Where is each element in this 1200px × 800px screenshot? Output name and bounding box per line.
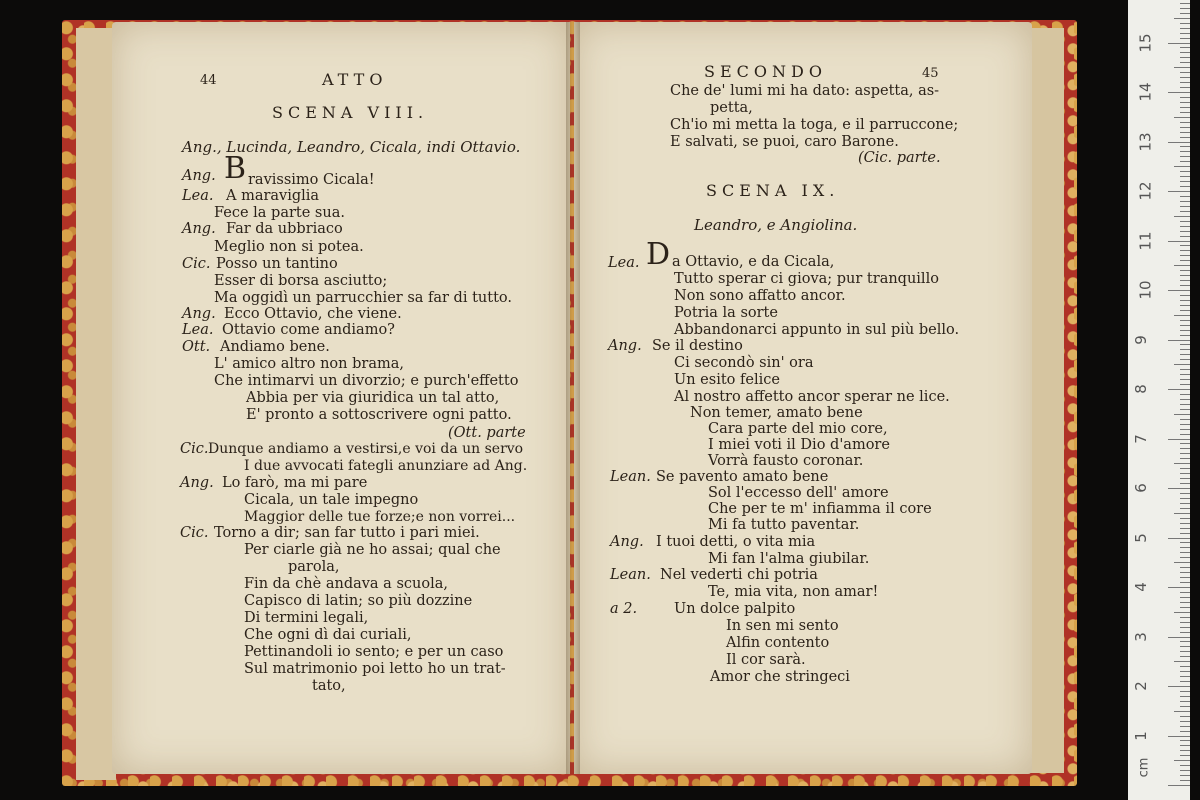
ruler-tick xyxy=(1180,72,1190,73)
verse-line: Mi fa tutto paventar. xyxy=(708,517,860,533)
ruler-tick xyxy=(1180,245,1190,246)
verse-line: Il cor sarà. xyxy=(726,652,806,668)
ruler-tick xyxy=(1174,463,1190,464)
ruler-tick xyxy=(1168,538,1190,539)
verse-line: Capisco di latin; so più dozzine xyxy=(244,593,473,609)
ruler-tick xyxy=(1180,102,1190,103)
speaker-label: Lea. xyxy=(608,255,640,271)
ruler-tick xyxy=(1180,721,1190,722)
ruler-tick xyxy=(1168,686,1190,687)
verse-line: Ottavio come andiamo? xyxy=(222,322,395,338)
verse-line: Ma oggidì un parrucchier sa far di tutto. xyxy=(214,290,512,306)
verse-line: I due avvocati fategli anunziare ad Ang. xyxy=(244,458,528,474)
ruler-tick xyxy=(1180,270,1190,271)
page-number-left: 44 xyxy=(200,73,217,88)
ruler-tick xyxy=(1168,439,1190,440)
ruler-tick xyxy=(1180,151,1190,152)
ruler-tick xyxy=(1180,701,1190,702)
ruler-tick xyxy=(1180,577,1190,578)
verse-line: Potria la sorte xyxy=(674,305,778,321)
ruler-tick xyxy=(1180,359,1190,360)
speaker-label: Ang. xyxy=(182,221,216,237)
ruler-tick xyxy=(1180,77,1190,78)
running-head-right: SECONDO xyxy=(704,62,827,81)
ruler-unit-label: cm xyxy=(1136,757,1152,778)
ruler-tick xyxy=(1174,216,1190,217)
ruler-tick xyxy=(1174,513,1190,514)
verse-line: Nel vederti chi potria xyxy=(660,567,818,583)
ruler-tick xyxy=(1180,13,1190,14)
ruler-tick xyxy=(1168,389,1190,390)
ruler-tick xyxy=(1180,409,1190,410)
ruler-tick xyxy=(1180,132,1190,133)
ruler-tick xyxy=(1168,785,1190,786)
ruler-tick xyxy=(1180,137,1190,138)
ruler-tick xyxy=(1180,429,1190,430)
ruler-tick xyxy=(1180,250,1190,251)
ruler-tick xyxy=(1180,221,1190,222)
ruler-tick xyxy=(1180,765,1190,766)
ruler-number: 11 xyxy=(1136,230,1155,251)
ruler-tick xyxy=(1180,181,1190,182)
ruler-tick xyxy=(1180,379,1190,380)
ruler-tick xyxy=(1180,275,1190,276)
ruler-tick xyxy=(1180,354,1190,355)
verse-line: E salvati, se puoi, caro Barone. xyxy=(670,134,899,150)
ruler-tick xyxy=(1174,364,1190,365)
ruler-tick xyxy=(1180,295,1190,296)
ruler-tick xyxy=(1180,468,1190,469)
verse-line: Fin da chè andava a scuola, xyxy=(244,576,448,592)
ruler-tick xyxy=(1180,681,1190,682)
ruler-tick xyxy=(1180,52,1190,53)
verse-line: Per ciarle già ne ho assai; qual che xyxy=(244,542,501,558)
ruler-tick xyxy=(1180,666,1190,667)
ruler-tick xyxy=(1180,171,1190,172)
ruler-tick xyxy=(1180,97,1190,98)
verse-line: Non temer, amato bene xyxy=(690,405,863,421)
ruler-tick xyxy=(1180,325,1190,326)
ruler-tick xyxy=(1180,310,1190,311)
ruler-tick xyxy=(1180,750,1190,751)
ruler-tick xyxy=(1180,503,1190,504)
verse-line: Te, mia vita, non amar! xyxy=(708,584,879,600)
drop-initial: B xyxy=(224,151,247,186)
verse-line: ravissimo Cicala! xyxy=(248,172,375,188)
ruler-tick xyxy=(1180,335,1190,336)
ruler-tick xyxy=(1180,62,1190,63)
ruler-tick xyxy=(1180,528,1190,529)
verse-line: I miei voti il Dio d'amore xyxy=(708,437,890,453)
verse-line: Posso un tantino xyxy=(216,256,338,272)
ruler-tick xyxy=(1180,508,1190,509)
scene-title-left: SCENA VIII. xyxy=(272,103,429,122)
verse-line: Maggior delle tue forze;e non vorrei... xyxy=(244,509,516,525)
ruler-tick xyxy=(1180,300,1190,301)
ruler-tick xyxy=(1180,146,1190,147)
ruler-tick xyxy=(1180,156,1190,157)
ruler-number: 13 xyxy=(1136,131,1155,152)
ruler-tick xyxy=(1180,349,1190,350)
ruler-tick xyxy=(1180,122,1190,123)
ruler-tick xyxy=(1180,617,1190,618)
ruler-tick xyxy=(1180,399,1190,400)
ruler-tick xyxy=(1180,161,1190,162)
speaker-label: a 2. xyxy=(610,601,638,617)
ruler-number: 6 xyxy=(1131,483,1150,493)
speaker-label: Ang. xyxy=(182,306,216,322)
ruler-tick xyxy=(1180,478,1190,479)
ruler-tick xyxy=(1174,711,1190,712)
ruler-tick xyxy=(1180,201,1190,202)
ruler-tick xyxy=(1174,117,1190,118)
ruler-tick xyxy=(1180,330,1190,331)
ruler-tick xyxy=(1180,552,1190,553)
ruler-tick xyxy=(1180,557,1190,558)
verse-line: tato, xyxy=(312,678,346,694)
ruler-tick xyxy=(1180,745,1190,746)
speaker-label: Ang. xyxy=(608,338,642,354)
drop-initial: D xyxy=(646,237,671,272)
page-number-right: 45 xyxy=(922,66,939,81)
verse-line: Amor che stringeci xyxy=(710,669,850,685)
ruler-tick xyxy=(1168,488,1190,489)
ruler-tick xyxy=(1174,315,1190,316)
ruler-number: 9 xyxy=(1131,334,1150,345)
ruler-tick xyxy=(1180,671,1190,672)
ruler-tick xyxy=(1180,572,1190,573)
ruler-tick xyxy=(1180,651,1190,652)
ruler-tick xyxy=(1180,731,1190,732)
ruler-tick xyxy=(1180,473,1190,474)
speaker-label: Lea. xyxy=(182,322,214,338)
ruler-tick xyxy=(1168,191,1190,192)
ruler-tick xyxy=(1180,394,1190,395)
verse-line: a Ottavio, e da Cicala, xyxy=(672,254,835,270)
verse-line: Cicala, un tale impegno xyxy=(244,492,419,508)
verse-line: Un dolce palpito xyxy=(674,601,796,617)
ruler-tick xyxy=(1180,632,1190,633)
ruler-tick xyxy=(1180,691,1190,692)
verse-line: Che per te m' infiamma il core xyxy=(708,501,932,517)
verse-line: Pettinandoli io sento; e per un caso xyxy=(244,644,504,660)
verse-line: E' pronto a sottoscrivere ogni patto. xyxy=(246,407,512,423)
ruler-tick xyxy=(1180,567,1190,568)
ruler-tick xyxy=(1180,186,1190,187)
ruler-tick xyxy=(1180,646,1190,647)
verse-line: Che ogni dì dai curiali, xyxy=(244,627,412,643)
verse-line: Ch'io mi metta la toga, e il parruccone; xyxy=(670,117,959,133)
ruler-tick xyxy=(1180,518,1190,519)
ruler-tick xyxy=(1180,424,1190,425)
ruler-tick xyxy=(1174,18,1190,19)
speaker-label: Lea. xyxy=(182,188,214,204)
ruler-number: 15 xyxy=(1136,32,1155,53)
ruler-tick xyxy=(1180,676,1190,677)
ruler-tick xyxy=(1180,260,1190,261)
ruler-tick xyxy=(1180,641,1190,642)
verse-line: Esser di borsa asciutto; xyxy=(214,273,388,289)
verse-line: Se pavento amato bene xyxy=(656,469,829,485)
ruler-tick xyxy=(1180,28,1190,29)
ruler-number: 10 xyxy=(1136,280,1155,300)
verse-line: Torno a dir; san far tutto i pari miei. xyxy=(214,525,480,541)
ruler-tick xyxy=(1180,443,1190,444)
ruler-tick xyxy=(1180,3,1190,4)
ruler-tick xyxy=(1180,369,1190,370)
ruler-tick xyxy=(1180,726,1190,727)
ruler-tick xyxy=(1180,597,1190,598)
verse-line: Ecco Ottavio, che viene. xyxy=(224,306,402,322)
verse-line: Meglio non si potea. xyxy=(214,239,364,255)
ruler-number: 14 xyxy=(1136,82,1155,102)
ruler-tick xyxy=(1180,206,1190,207)
ruler-tick xyxy=(1180,107,1190,108)
ruler-tick xyxy=(1180,419,1190,420)
ruler-tick xyxy=(1180,374,1190,375)
ruler-tick xyxy=(1168,340,1190,341)
ruler-tick xyxy=(1180,656,1190,657)
ruler-tick xyxy=(1174,414,1190,415)
verse-line: Cara parte del mio core, xyxy=(708,421,888,437)
ruler-tick xyxy=(1180,716,1190,717)
speaker-label: Ang. xyxy=(182,168,216,184)
speaker-label: Ang. xyxy=(180,475,214,491)
ruler-tick xyxy=(1180,87,1190,88)
speaker-label: Lean. xyxy=(610,469,651,485)
ruler-tick xyxy=(1180,236,1190,237)
ruler-tick xyxy=(1180,740,1190,741)
ruler-number: 1 xyxy=(1131,730,1150,741)
verse-line: Al nostro affetto ancor sperar ne lice. xyxy=(674,389,950,405)
ruler-tick xyxy=(1180,196,1190,197)
ruler-tick xyxy=(1180,483,1190,484)
ruler-tick xyxy=(1168,290,1190,291)
ruler-tick xyxy=(1180,780,1190,781)
ruler-tick xyxy=(1180,280,1190,281)
ruler-tick xyxy=(1180,770,1190,771)
ruler-number: 5 xyxy=(1131,532,1150,543)
ruler-tick xyxy=(1180,226,1190,227)
ruler-tick xyxy=(1180,23,1190,24)
ruler-tick xyxy=(1180,285,1190,286)
ruler-tick xyxy=(1180,607,1190,608)
ruler-tick xyxy=(1180,493,1190,494)
ruler-number: 12 xyxy=(1136,181,1155,201)
speaker-label: Lean. xyxy=(610,567,651,583)
ruler-tick xyxy=(1180,211,1190,212)
ruler-tick xyxy=(1180,127,1190,128)
ruler-tick xyxy=(1180,627,1190,628)
verse-line: I tuoi detti, o vita mia xyxy=(656,534,816,550)
verse-line: Lo farò, ma mi pare xyxy=(222,475,368,491)
ruler-tick xyxy=(1180,82,1190,83)
ruler-tick xyxy=(1180,523,1190,524)
ruler-tick xyxy=(1180,498,1190,499)
ruler-tick xyxy=(1180,384,1190,385)
left-flyleaf xyxy=(76,28,116,780)
ruler-tick xyxy=(1180,755,1190,756)
verse-line: Che de' lumi mi ha dato: aspetta, as- xyxy=(670,83,940,99)
measurement-ruler xyxy=(1128,0,1190,800)
ruler-tick xyxy=(1180,176,1190,177)
verse-line: Abbandonarci appunto in sul più bello. xyxy=(674,322,960,338)
ruler-tick xyxy=(1168,92,1190,93)
ruler-tick xyxy=(1180,47,1190,48)
verse-line: Se il destino xyxy=(652,338,743,354)
ruler-tick xyxy=(1174,265,1190,266)
verse-line: petta, xyxy=(710,100,753,116)
ruler-tick xyxy=(1180,533,1190,534)
ruler-tick xyxy=(1180,305,1190,306)
verse-line: Tutto sperar ci giova; pur tranquillo xyxy=(674,271,939,287)
verse-line: Che intimarvi un divorzio; e purch'effetto xyxy=(214,373,519,389)
ruler-tick xyxy=(1168,587,1190,588)
ruler-tick xyxy=(1180,8,1190,9)
ruler-tick xyxy=(1168,43,1190,44)
stage-direction: (Ott. parte xyxy=(448,425,526,441)
book-gutter xyxy=(566,22,580,774)
ruler-tick xyxy=(1180,57,1190,58)
ruler-tick xyxy=(1180,582,1190,583)
verse-line: Di termini legali, xyxy=(244,610,369,626)
verse-line: Andiamo bene. xyxy=(220,339,330,355)
running-head-left: ATTO xyxy=(322,70,388,89)
ruler-tick xyxy=(1180,458,1190,459)
ruler-tick xyxy=(1180,320,1190,321)
ruler-tick xyxy=(1180,38,1190,39)
cast-line-left: Ang., Lucinda, Leandro, Cicala, indi Ottavio. xyxy=(182,138,521,156)
ruler-tick xyxy=(1180,231,1190,232)
ruler-number: 2 xyxy=(1131,681,1150,691)
ruler-tick xyxy=(1180,775,1190,776)
verse-line: Alfin contento xyxy=(726,635,830,651)
ruler-tick xyxy=(1180,448,1190,449)
ruler-tick xyxy=(1180,33,1190,34)
verse-line: Abbia per via giuridica un tal atto, xyxy=(246,390,500,406)
ruler-tick xyxy=(1174,562,1190,563)
speaker-label: Cic. xyxy=(182,256,211,272)
speaker-label: Ang. xyxy=(610,534,644,550)
verse-line: Un esito felice xyxy=(674,372,780,388)
verse-line: Non sono affatto ancor. xyxy=(674,288,846,304)
speaker-label: Cic. xyxy=(180,525,209,541)
ruler-tick xyxy=(1180,344,1190,345)
verse-line: Sol l'eccesso dell' amore xyxy=(708,485,889,501)
ruler-tick xyxy=(1168,637,1190,638)
verse-line: parola, xyxy=(288,559,340,575)
ruler-tick xyxy=(1180,706,1190,707)
ruler-tick xyxy=(1168,142,1190,143)
ruler-tick xyxy=(1180,602,1190,603)
ruler-tick xyxy=(1174,760,1190,761)
verse-line: Sul matrimonio poi letto ho un trat- xyxy=(244,661,506,677)
ruler-tick xyxy=(1168,736,1190,737)
ruler-tick xyxy=(1180,622,1190,623)
verse-line: Fece la parte sua. xyxy=(214,205,345,221)
ruler-tick xyxy=(1180,112,1190,113)
verse-line: Ci secondò sin' ora xyxy=(674,355,814,371)
verse-line: Mi fan l'alma giubilar. xyxy=(708,551,870,567)
ruler-tick xyxy=(1180,696,1190,697)
verse-line: L' amico altro non brama, xyxy=(214,356,404,372)
cast-line-right: Leandro, e Angiolina. xyxy=(694,216,858,234)
ruler-tick xyxy=(1174,67,1190,68)
ruler-number: 8 xyxy=(1131,384,1150,394)
ruler-tick xyxy=(1180,434,1190,435)
ruler-tick xyxy=(1180,404,1190,405)
verse-line: Vorrà fausto coronar. xyxy=(708,453,864,469)
verse-line: Dunque andiamo a vestirsi,e voi da un servo xyxy=(208,441,524,457)
ruler-tick xyxy=(1174,612,1190,613)
speaker-label: Ott. xyxy=(182,339,211,355)
verse-line: A maraviglia xyxy=(226,188,320,204)
verse-line: In sen mi sento xyxy=(726,618,839,634)
ruler-tick xyxy=(1168,241,1190,242)
ruler-tick xyxy=(1180,542,1190,543)
verse-line: Far da ubbriaco xyxy=(226,221,343,237)
ruler-number: 4 xyxy=(1131,582,1150,592)
ruler-tick xyxy=(1174,661,1190,662)
ruler-tick xyxy=(1180,547,1190,548)
ruler-tick xyxy=(1180,453,1190,454)
ruler-tick xyxy=(1174,166,1190,167)
scene-title-right: SCENA IX. xyxy=(706,181,840,200)
ruler-tick xyxy=(1180,255,1190,256)
ruler-tick xyxy=(1180,592,1190,593)
stage-direction: (Cic. parte. xyxy=(858,150,941,166)
ruler-number: 3 xyxy=(1131,631,1150,642)
speaker-label: Cic. xyxy=(180,441,209,457)
ruler-number: 7 xyxy=(1131,433,1150,444)
